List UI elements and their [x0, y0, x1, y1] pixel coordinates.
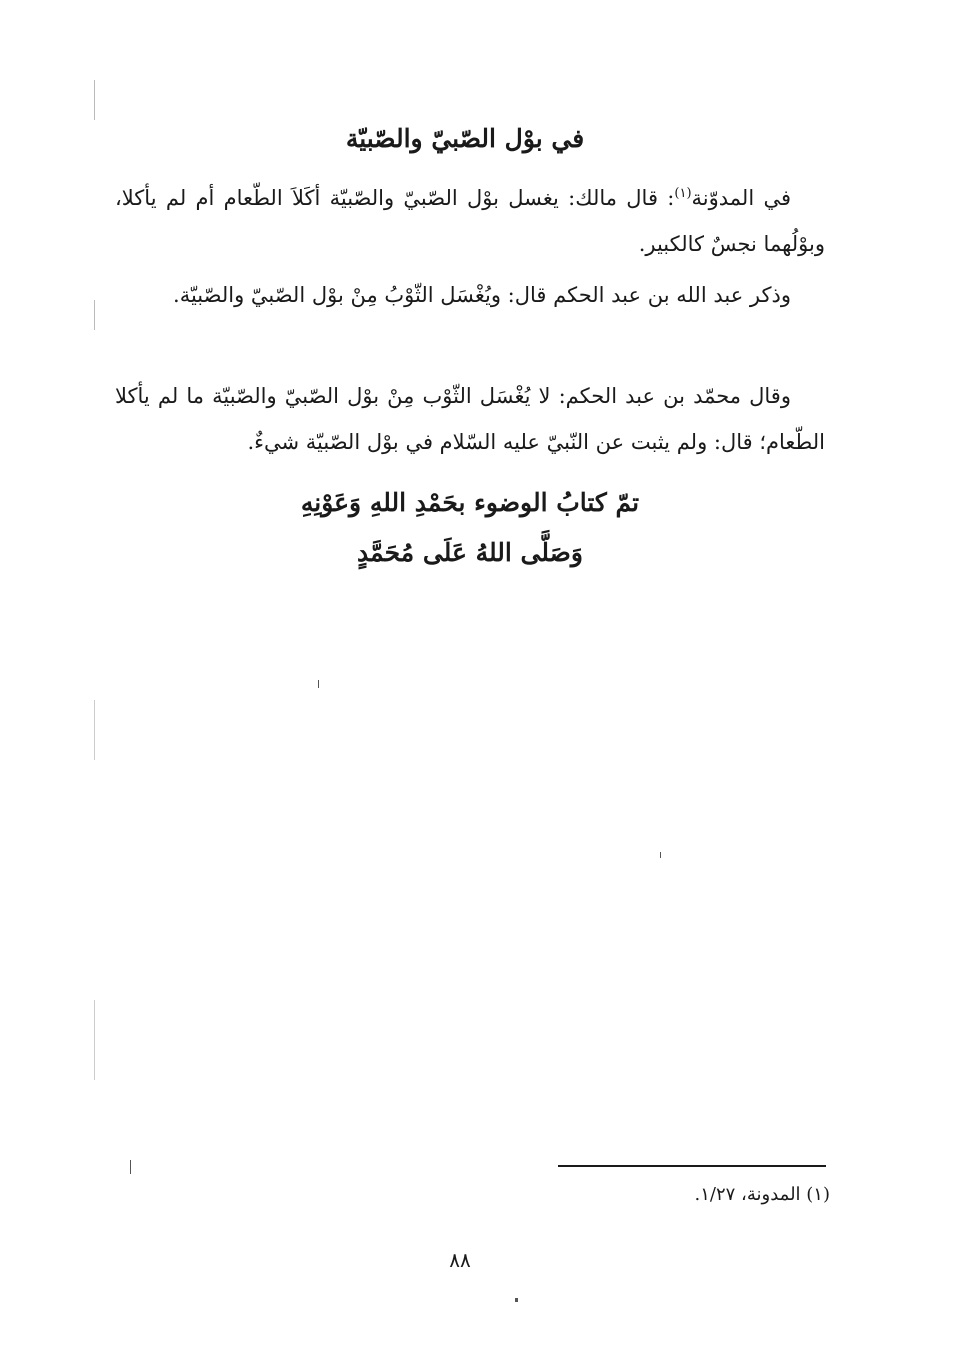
scan-speck — [94, 80, 95, 120]
scan-speck — [515, 1298, 518, 1302]
scan-speck — [94, 1000, 95, 1080]
paragraph-2 — [115, 272, 825, 318]
paragraph-3 — [115, 373, 825, 465]
footnote: (١) المدونة، ١/٢٧. — [694, 1184, 830, 1205]
paragraph-1-lead: في المدوّنة — [691, 186, 791, 210]
footnote-reference[interactable]: (١) — [674, 186, 692, 201]
paragraph-3-body: وقال محمّد بن عبد الحكم: لا يُغْسَل الثّوْب مِنْ بوْل الصّبيّ والصّبيّة ما لم يأكلا الطّعام؛ قال: ولم يثبت عن النّبيّ عليه السّلام في بوْل الصّبيّة شيءٌ. — [115, 384, 825, 454]
scan-speck — [660, 852, 661, 858]
paragraph-2-body: وذكر عبد الله بن عبد الحكم قال: ويُغْسَل الثّوْبُ مِنْ بوْل الصّبيّ والصّبيّة. — [173, 283, 791, 307]
closing-line-1: تمّ كتابُ الوضوء بحَمْدِ اللهِ وَعَوْنِهِ — [300, 488, 640, 517]
scan-speck — [318, 680, 319, 688]
scan-speck — [94, 700, 95, 760]
page-number: ٨٨ — [449, 1248, 471, 1272]
section-heading: في بوْل الصّبيّ والصّبيّة — [345, 124, 585, 153]
scan-speck — [94, 300, 95, 330]
scan-speck — [130, 1160, 131, 1174]
paragraph-1-body: : قال مالك: يغسل بوْل الصّبيّ والصّبيّة أكَلاَ الطّعام أم لم يأكلا، وبوْلُهما نجسٌ كالكبير. — [115, 186, 825, 256]
paragraph-1 — [115, 175, 825, 267]
footnote-divider — [558, 1165, 826, 1167]
closing-line-2: وَصَلَّى اللهُ عَلَى مُحَمَّدٍ — [357, 538, 583, 567]
